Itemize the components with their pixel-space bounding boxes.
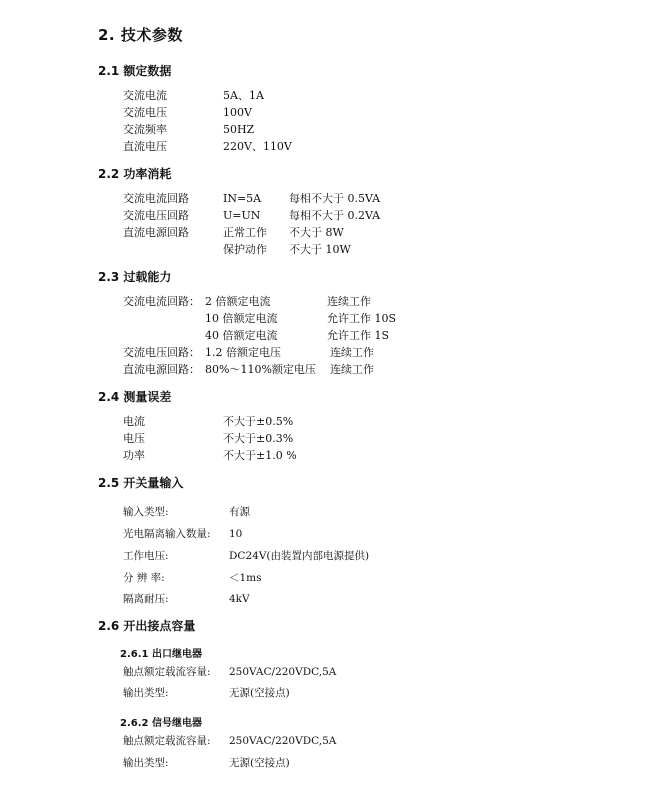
rated-label: 交流频率 — [123, 123, 167, 136]
power-value: 每相不大于 0.2VA — [289, 209, 381, 222]
overload-condition: 10 倍额定电流 — [205, 312, 278, 325]
section-2-4-heading: 2.4 测量误差 — [98, 390, 172, 404]
overload-value: 连续工作 — [330, 363, 374, 376]
input-label: 工作电压: — [123, 550, 169, 562]
overload-label: 直流电源回路： — [123, 363, 200, 376]
error-value: 不大于±1.0 % — [223, 449, 297, 462]
overload-value: 允许工作 10S — [327, 312, 397, 325]
relay-label: 输出类型: — [123, 687, 169, 699]
rated-label: 直流电压 — [123, 140, 167, 153]
power-condition: U=UN — [223, 209, 261, 222]
power-value: 不大于 8W — [289, 226, 344, 239]
relay-label: 触点额定载流容量: — [123, 666, 211, 678]
rated-value: 100V — [223, 106, 252, 119]
input-value: 10 — [229, 528, 243, 540]
rated-value: 220V、110V — [223, 140, 292, 153]
section-2-6-heading: 2.6 开出接点容量 — [98, 619, 196, 633]
overload-value: 允许工作 1S — [327, 329, 390, 342]
overload-condition: 1.2 倍额定电压 — [205, 346, 281, 359]
rated-value: 50HZ — [223, 123, 255, 136]
power-value: 不大于 10W — [289, 243, 351, 256]
subsection-2-6-2-heading: 2.6.2 信号继电器 — [120, 718, 202, 729]
overload-condition: 80%～110%额定电压 — [205, 363, 316, 376]
overload-value: 连续工作 — [330, 346, 374, 359]
input-value: DC24V(由装置内部电源提供) — [229, 550, 370, 562]
subsection-2-6-1-heading: 2.6.1 出口继电器 — [120, 649, 202, 660]
power-condition: IN=5A — [223, 192, 262, 205]
input-label: 输入类型: — [123, 506, 169, 518]
power-condition: 正常工作 — [223, 226, 267, 239]
power-label: 交流电流回路 — [123, 192, 189, 205]
rated-label: 交流电流 — [123, 89, 167, 102]
section-2-3-heading: 2.3 过载能力 — [98, 270, 172, 284]
power-label: 直流电源回路 — [123, 226, 189, 239]
overload-label: 交流电压回路： — [123, 346, 200, 359]
relay-value: 250VAC/220VDC,5A — [229, 735, 337, 747]
section-2-1-heading: 2.1 额定数据 — [98, 64, 172, 78]
overload-condition: 40 倍额定电流 — [205, 329, 278, 342]
overload-value: 连续工作 — [327, 295, 371, 308]
relay-value: 无源(空接点) — [229, 687, 290, 699]
section-2-5-heading: 2.5 开关量输入 — [98, 476, 184, 490]
error-value: 不大于±0.5% — [223, 415, 294, 428]
relay-value: 250VAC/220VDC,5A — [229, 666, 337, 678]
input-label: 光电隔离输入数量: — [123, 528, 211, 540]
input-label: 分 辨 率: — [123, 572, 165, 584]
relay-value: 无源(空接点) — [229, 757, 290, 769]
error-value: 不大于±0.3% — [223, 432, 294, 445]
relay-label: 触点额定载流容量: — [123, 735, 211, 747]
overload-label: 交流电流回路： — [123, 295, 200, 308]
power-value: 每相不大于 0.5VA — [289, 192, 381, 205]
input-value: ＜1ms — [229, 572, 262, 584]
rated-label: 交流电压 — [123, 106, 167, 119]
section-2-2-heading: 2.2 功率消耗 — [98, 167, 172, 181]
overload-condition: 2 倍额定电流 — [205, 295, 271, 308]
input-label: 隔离耐压: — [123, 593, 169, 605]
power-condition: 保护动作 — [223, 243, 267, 256]
input-value: 4kV — [229, 593, 250, 605]
error-label: 功率 — [123, 449, 145, 462]
relay-label: 输出类型: — [123, 757, 169, 769]
error-label: 电流 — [123, 415, 145, 428]
error-label: 电压 — [123, 432, 145, 445]
page-title: 2. 技术参数 — [98, 26, 183, 44]
power-label: 交流电压回路 — [123, 209, 189, 222]
input-value: 有源 — [229, 506, 250, 518]
rated-value: 5A、1A — [223, 89, 264, 102]
